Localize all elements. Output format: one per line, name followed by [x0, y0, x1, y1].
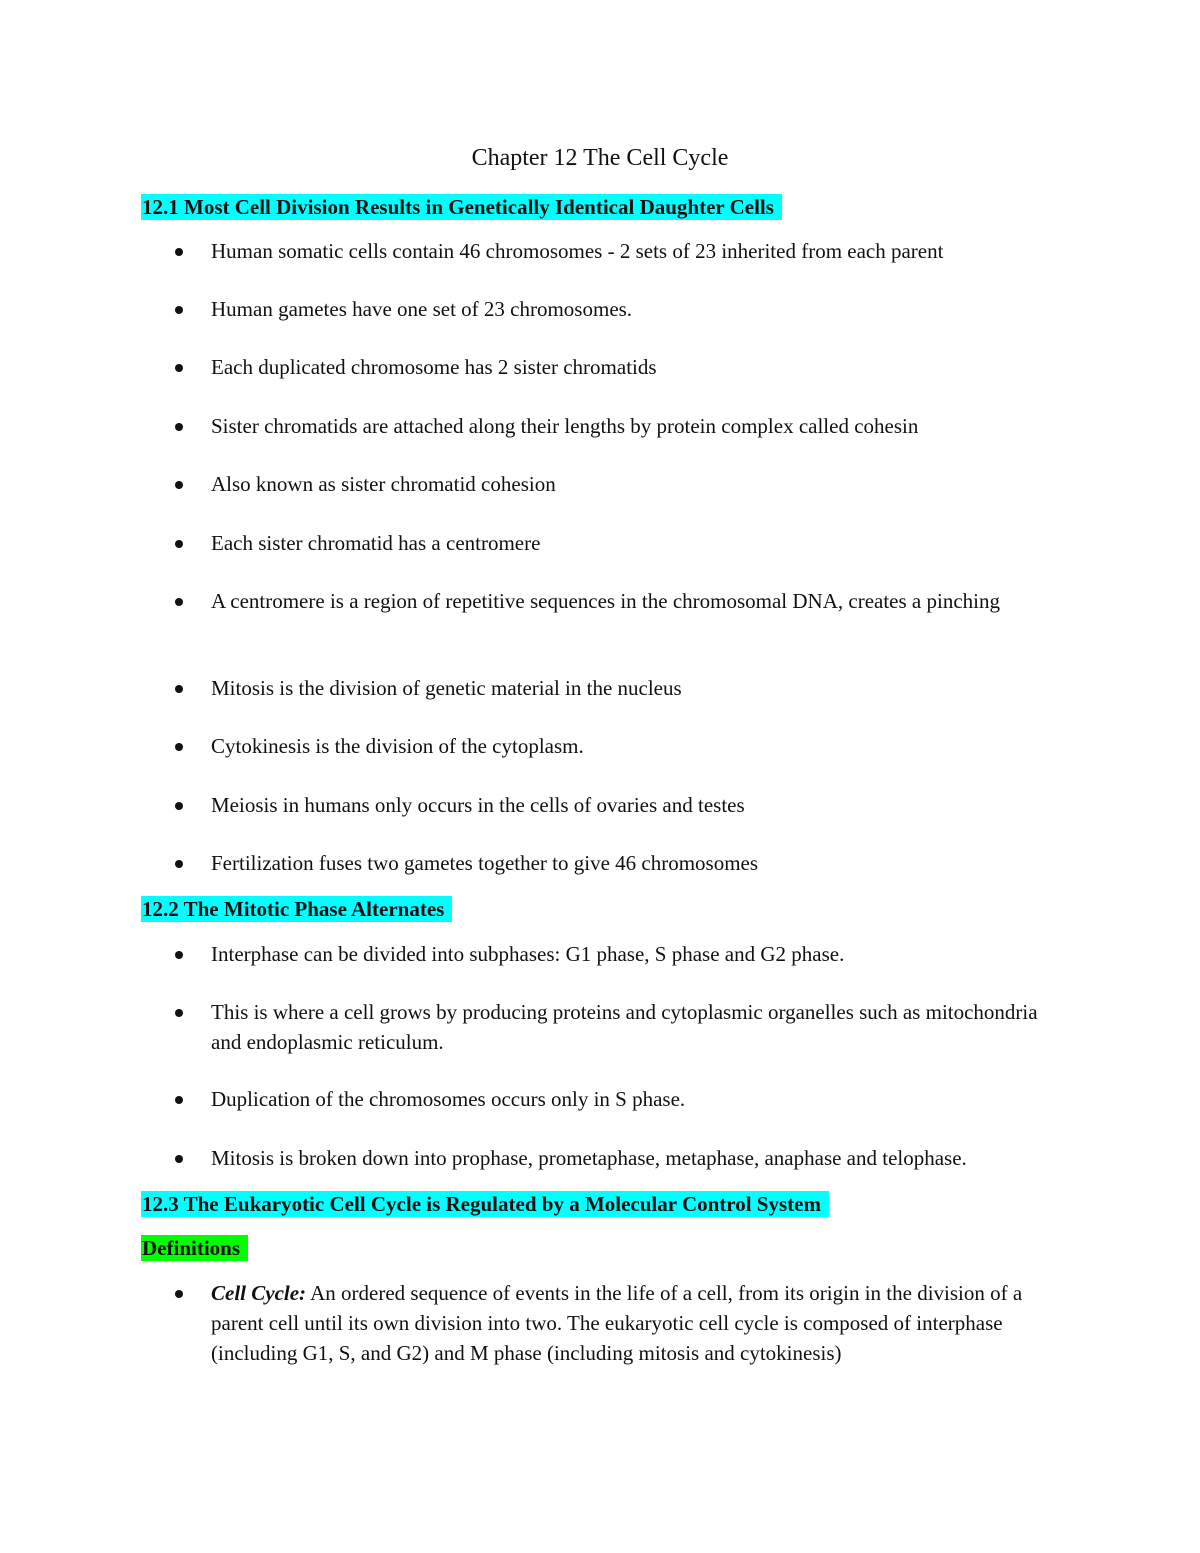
list-item: Mitosis is broken down into prophase, prometaphase, metaphase, anaphase and telophase.: [172, 1143, 1052, 1173]
page-title: Chapter 12 The Cell Cycle: [471, 145, 729, 171]
section-heading-12-2: [141, 896, 452, 922]
list-item: Also known as sister chromatid cohesion: [172, 469, 1052, 499]
list-item: This is where a cell grows by producing proteins and cytoplasmic organelles such as mitochondria and endoplasmic reticulum.: [172, 997, 1052, 1057]
list-item: A centromere is a region of repetitive sequences in the chromosomal DNA, creates a pinching: [172, 586, 1052, 616]
bullet-icon: [175, 951, 183, 959]
bullet-icon: [175, 364, 183, 372]
list-item: Human gametes have one set of 23 chromosomes.: [172, 294, 1052, 324]
bullet-icon: [175, 306, 183, 314]
bullet-icon: [175, 1155, 183, 1163]
definition-term: Cell Cycle:: [211, 1281, 307, 1305]
bullet-icon: [175, 423, 183, 431]
definitions-subheading: [141, 1235, 248, 1261]
bullet-icon: [175, 743, 183, 751]
list-item: Human somatic cells contain 46 chromosomes - 2 sets of 23 inherited from each parent: [172, 236, 1052, 266]
list-item: Each sister chromatid has a centromere: [172, 528, 1052, 558]
list-item: Mitosis is the division of genetic material in the nucleus: [172, 673, 1052, 703]
list-item: Each duplicated chromosome has 2 sister chromatids: [172, 352, 1052, 382]
list-item: Duplication of the chromosomes occurs only in S phase.: [172, 1084, 1052, 1114]
bullet-icon: [175, 481, 183, 489]
list-item: Interphase can be divided into subphases: G1 phase, S phase and G2 phase.: [172, 939, 1052, 969]
section-heading-12-3: [141, 1191, 829, 1217]
list-item: Sister chromatids are attached along their lengths by protein complex called cohesin: [172, 411, 1052, 441]
bullet-icon: [175, 685, 183, 693]
section-heading-text: 12.2 The Mitotic Phase Alternates: [141, 896, 452, 922]
definition-text: An ordered sequence of events in the life of a cell, from its origin in the division of a parent cell until its own division into two. The eukaryotic cell cycle is composed of interphase (including G1, S, and G2) and M phase (including mitosis and cytokinesis): [211, 1281, 1023, 1365]
bullet-icon: [175, 540, 183, 548]
section-heading-text: 12.3 The Eukaryotic Cell Cycle is Regulated by a Molecular Control System: [141, 1191, 829, 1217]
bullet-icon: [175, 598, 183, 606]
bullet-icon: [175, 248, 183, 256]
bullet-icon: [175, 1096, 183, 1104]
section-heading-text: 12.1 Most Cell Division Results in Genetically Identical Daughter Cells: [141, 194, 782, 220]
bullet-icon: [175, 860, 183, 868]
definition-item: [172, 1278, 1052, 1368]
section-heading-12-1: [141, 194, 782, 220]
list-item: Meiosis in humans only occurs in the cells of ovaries and testes: [172, 790, 1052, 820]
bullet-icon: [175, 1009, 183, 1017]
list-item: Cytokinesis is the division of the cytoplasm.: [172, 731, 1052, 761]
subheading-text: Definitions: [141, 1235, 248, 1261]
bullet-icon: [175, 802, 183, 810]
list-item: Fertilization fuses two gametes together to give 46 chromosomes: [172, 848, 1052, 878]
bullet-icon: [175, 1290, 183, 1298]
